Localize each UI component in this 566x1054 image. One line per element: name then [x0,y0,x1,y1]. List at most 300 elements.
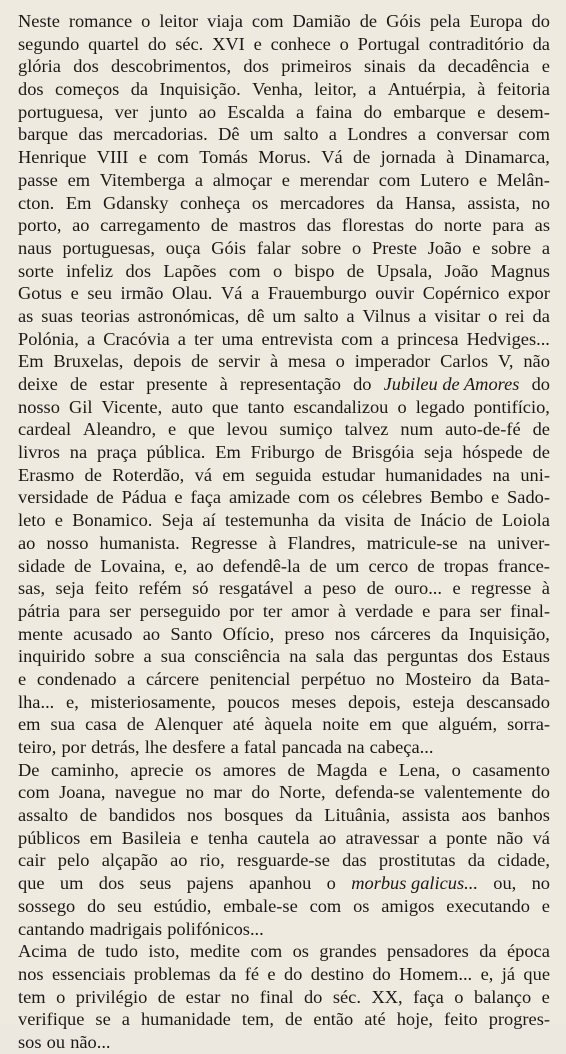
word: valentemente [424,782,523,803]
text-line [18,260,550,283]
word: refém [138,578,182,599]
word: célebres [361,487,423,508]
word: barque [18,124,69,145]
word: a [251,283,260,304]
word: Seja [161,510,194,531]
word: seu [117,895,142,916]
word: até [364,1009,386,1030]
word: em [222,464,245,485]
word: defendê-la [222,555,301,576]
word: casamento [472,759,550,780]
word: Polónia, [18,328,79,349]
word: defenda-se [335,782,415,803]
word: vá [532,827,550,848]
word: no [185,782,204,803]
word: com [378,169,411,190]
word: inquirido [18,646,86,667]
word: e [174,487,183,508]
text-line [18,282,550,305]
word: mesa [288,351,326,372]
word: princesa [397,328,459,349]
word: do [283,963,303,984]
word: Regresse [190,532,258,553]
word: livros [18,442,60,463]
word: ao [18,532,36,553]
word: pajens [186,873,234,894]
word: que [188,419,215,440]
word: talvez [344,419,389,440]
word: almoçar [212,169,272,190]
word: um [272,305,296,326]
text-line [18,555,550,578]
word: passe [18,169,58,190]
word: auto-de-fé [445,419,521,440]
word: Em [215,442,241,463]
word: Damião [292,11,351,31]
word: tanto [247,396,285,417]
word: dos [125,260,152,281]
word: ver [114,101,139,122]
word: Basileia [121,827,181,848]
word: e [452,578,461,599]
word: um [335,555,360,576]
word: visitar [434,305,481,326]
word: de [191,351,209,372]
word: Lovaina, [100,555,166,576]
word: e [379,759,388,780]
word: à [270,351,279,372]
word: grandes [319,941,377,962]
word: Portugal [357,33,420,54]
word: assista, [467,192,520,213]
word: começos [54,79,120,100]
word: final [259,986,294,1007]
word: escandalizou [293,396,389,417]
word: problemas [133,963,211,984]
word: época [507,941,550,962]
word: Homem... [399,963,473,984]
word: com [309,895,342,916]
word: o [451,759,461,780]
word: e [541,56,550,77]
word: com [298,487,330,508]
word: V, [497,351,514,372]
word: tem [18,986,46,1007]
word: vá [194,464,212,485]
word: e [267,963,276,984]
word: das [306,215,332,236]
word: à [219,374,228,394]
word: então [313,1009,354,1030]
word: um [249,124,274,145]
word: a [86,328,96,349]
word: regresse [471,578,532,599]
word: até [232,714,255,735]
word: jornada [380,147,436,168]
word: norte [443,215,482,236]
word: a [295,101,305,122]
word: com [18,782,50,803]
text-line [18,781,550,804]
word: sua [160,646,186,667]
word: do [414,215,434,236]
word: esteja [412,691,455,712]
word: cantando [18,918,85,939]
word: e [70,283,79,304]
word: o [488,305,498,326]
word: expor [507,283,550,304]
word: humanidades [385,464,483,485]
word: meses [291,691,337,712]
word: do [363,101,382,122]
word: Frauemburgo [267,283,367,304]
word: rio, [199,850,225,871]
word: Melân- [496,169,550,190]
word: tem, [241,1009,275,1030]
text-line [18,350,550,373]
word: Lutero [420,169,470,190]
word: Europa [469,11,523,31]
word: só [192,578,209,599]
word: de [84,464,102,485]
word: Neste [18,11,60,31]
word: navegue [114,782,177,803]
word: condenado [36,668,117,689]
word: univer- [497,532,550,553]
word: aí [202,510,216,531]
word: e [190,827,199,848]
word: tudo [105,941,138,962]
text-line [18,78,550,101]
word: que [523,963,550,984]
word: a [346,305,355,326]
word: do [251,782,270,803]
word: àquela [264,714,313,735]
word: da [317,510,336,531]
word: e [18,668,27,689]
word: já [501,963,516,984]
word: à [337,600,347,621]
word: mercadorias. [113,124,208,145]
word: da [295,805,313,826]
text-line [18,123,550,146]
word: não [523,351,550,372]
word: de [157,986,176,1007]
word: de [532,442,550,463]
word: leitor, [314,79,357,100]
word: Vicente, [101,396,163,417]
word: ao [196,555,214,576]
word: e, [480,963,494,984]
word: do [531,374,550,394]
word: Londres [347,124,408,145]
word: falar [256,237,291,258]
word: Roterdão, [112,464,185,485]
word: a [328,124,337,145]
text-line [18,623,550,646]
word: o [454,986,464,1007]
word: seguida [255,464,312,485]
text-line [18,464,550,487]
word: Tomás [199,147,248,168]
word: em [18,714,41,735]
word: Bembo [430,487,484,508]
word: de [126,714,145,735]
word: Olau. [172,283,213,304]
synopsis-text [18,10,550,1054]
word: da [376,192,394,213]
word: a [177,328,186,349]
word: polifónicos... [167,918,264,939]
word: Gdansky [103,192,169,213]
word: Ofício, [222,623,275,644]
word: a [380,328,390,349]
text-line [18,918,550,941]
word: teiro, [18,737,57,757]
word: em [89,827,113,848]
word: junto [149,101,188,122]
text-line [18,577,550,600]
word: embarque [393,101,466,122]
word: Inácio [420,510,467,531]
word: destino [310,963,364,984]
word: e [477,101,486,122]
word: de [285,1009,303,1030]
word: cautela [257,827,310,848]
word: conversar [436,124,508,145]
word: Loiola [501,510,550,531]
word: Upsala, [376,260,433,281]
word: o [397,396,407,417]
word: Estaus [501,646,550,667]
word: Lituânia, [324,805,391,826]
word: visita [344,510,385,531]
word: lhe [144,737,168,757]
word: segundo [18,33,80,54]
word: sos [18,1031,42,1052]
word: Norte, [279,782,326,803]
word: de [324,442,342,463]
word: a [127,668,136,689]
word: amores [222,759,277,780]
word: do [147,33,167,54]
word: a [418,305,427,326]
word: viaja [207,11,243,31]
word: de [287,759,305,780]
word: feito [444,1009,478,1030]
word: Magda [316,759,368,780]
text-line [18,33,550,56]
word: os [337,487,354,508]
word: salto [283,124,319,145]
word: no [376,668,395,689]
word: da [479,941,497,962]
word: ao [318,827,337,848]
word: ao [72,215,90,236]
word: a [417,124,427,145]
word: sas, [18,578,46,599]
word: balanço [473,986,532,1007]
text-line [18,169,550,192]
word: Acima [18,941,68,962]
word: de [74,555,92,576]
word: infeliz [66,260,114,281]
word: Erasmo [18,464,75,485]
word: embale-se [223,895,298,916]
word: sobre [301,237,342,258]
word: com [157,147,189,168]
word: desfere [172,737,226,757]
text-line [18,713,550,736]
word: das [353,646,378,667]
word: praça [96,442,137,463]
word: Em [18,351,44,372]
word: rei [505,305,525,326]
word: porto, [18,215,62,236]
text-line [18,192,550,215]
word: merendar [299,169,370,190]
word: teorias [80,305,130,326]
word: lha... [18,691,55,712]
word: feitoria [496,79,550,100]
word: descobrimentos, [111,56,232,77]
word: feito [94,578,129,599]
word: nosso [18,396,60,417]
word: quartel [88,33,140,54]
word: decadência [447,56,530,77]
word: dos [18,79,44,100]
text-line [18,940,550,963]
word: ouro... [394,578,443,599]
word: ou [46,1031,66,1052]
word: os [292,941,309,962]
word: Flandres, [287,532,356,553]
text-line [18,804,550,827]
word: isto, [148,941,180,962]
word: Morus. [258,147,311,168]
word: ouça [165,237,201,258]
word: ao [170,850,188,871]
word: presente [146,374,208,394]
word: de [96,487,114,508]
word: irmão [120,283,164,304]
word: o [351,237,362,258]
word: cardeal [18,419,72,440]
word: caminho, [50,759,119,780]
word: João [444,260,479,281]
word: que [401,714,429,735]
word: para [492,215,524,236]
word: a [368,79,377,100]
word: Bonamico. [72,510,153,531]
word: da [532,33,550,54]
text-line [18,328,550,351]
word: perpétuo [301,668,366,689]
word: sobre [94,646,135,667]
word: uma [221,328,254,349]
word: nos [334,623,361,644]
word: verdade [354,600,414,621]
word: assista [401,805,450,826]
word: fatal [243,737,277,757]
word: à [268,532,277,553]
word: tenha [208,827,248,848]
word: no [531,873,550,894]
text-line [18,645,550,668]
word: a [303,578,313,599]
word: pela [429,11,461,31]
word: Antuérpia, [387,79,466,100]
word: fé [244,963,259,984]
word: e [138,147,147,168]
word: depois, [348,691,401,712]
text-line [18,1008,550,1031]
word: as [534,215,550,236]
word: cabeça... [369,737,434,757]
word: banhos [497,805,550,826]
word: de [346,260,365,281]
word: final- [510,600,550,621]
word: ter [194,328,214,349]
word: e [478,169,488,190]
word: humanidade [140,1009,231,1030]
word: seu [87,283,112,304]
word: estudar [321,464,375,485]
word: pensadores [387,941,469,962]
text-line [18,305,550,328]
word: Hedviges... [466,328,550,349]
word: e [253,33,262,54]
word: executando [446,895,530,916]
word: Copérnico [422,283,500,304]
text-line [18,736,550,759]
word: dos [73,56,99,77]
word: Alenquer [154,714,223,735]
word: resgatável [218,578,294,599]
word: o [326,873,336,894]
word: misteriosamente, [90,691,216,712]
text-line [18,1031,550,1054]
word: Lapões [163,260,217,281]
text-line [18,396,550,419]
word: de [359,11,378,31]
word: essenciais [51,963,126,984]
word: bispo [294,260,335,281]
word: e [281,169,290,190]
word: Inquisição. [159,79,241,100]
word: sossego [18,895,76,916]
word: com [341,328,373,349]
word: não [496,827,524,848]
word: nos [186,805,213,826]
word: estar [185,986,221,1007]
word: Sado- [507,487,550,508]
text-line [18,872,550,895]
word: deixe [18,374,58,394]
word: das [342,850,367,871]
word: do [353,374,372,394]
word: auto [171,396,203,417]
word: à [541,578,550,599]
word: na [468,532,487,553]
word: dos [98,873,125,894]
word: mastros [238,215,297,236]
word: ponte [446,827,488,848]
word: perguntas [386,646,459,667]
word: preso [284,623,325,644]
word: romance [68,11,133,31]
word: do [531,11,550,31]
